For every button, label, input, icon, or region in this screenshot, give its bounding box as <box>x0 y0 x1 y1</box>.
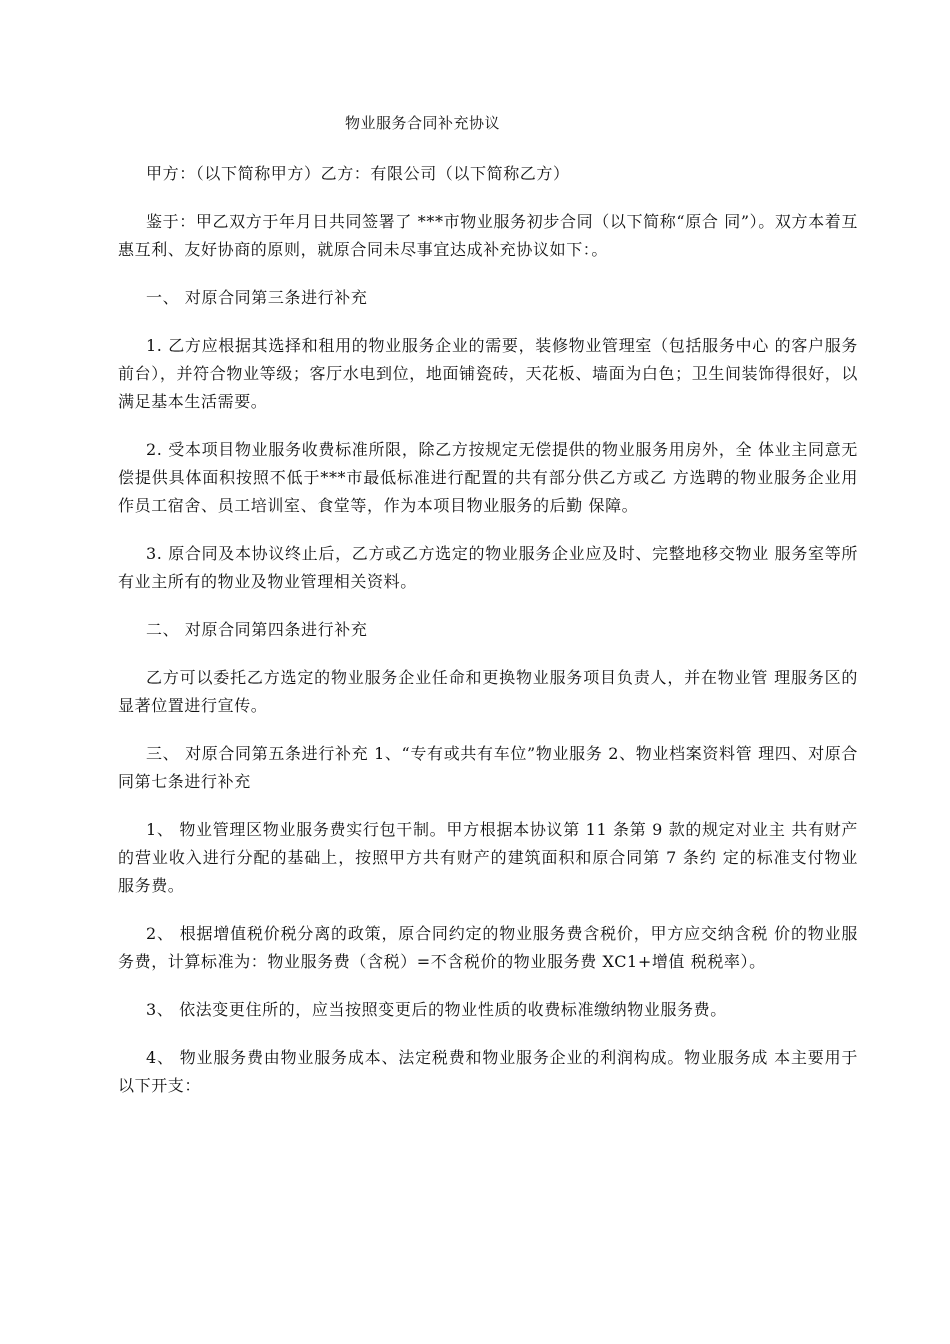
section-heading-2: 二、 对原合同第四条进行补充 <box>146 620 368 639</box>
clause-paragraph: 2. 受本项目物业服务收费标准所限，除乙方按规定无偿提供的物业服务用房外，全 体业主同意无偿提供具体面积按照不低于***市最低标准进行配置的共有部分供乙方或乙 方选聘的物业服务企业用作员工宿舍、员工培训室、食堂等，作为本项目物业服务的后勤 保障。 <box>118 440 858 515</box>
clause-paragraph: 1、 物业管理区物业服务费实行包干制。甲方根据本协议第 11 条第 9 款的规定对业主 共有财产的营业收入进行分配的基础上，按照甲方共有财产的建筑面积和原合同第 7 条约 定的标准支付物业服务费。 <box>118 820 858 895</box>
clause-paragraph: 2、 根据增值税价税分离的政策，原合同约定的物业服务费含税价，甲方应交纳含税 价的物业服务费，计算标准为：物业服务费（含税）=不含税价的物业服务费 XC1+增值 税税率）。 <box>118 924 858 971</box>
section-heading-3: 三、 对原合同第五条进行补充 1、“专有或共有车位”物业服务 2、物业档案资料管 理四、对原合同第七条进行补充 <box>118 744 858 791</box>
preamble-paragraph: 鉴于：甲乙双方于年月日共同签署了 ***市物业服务初步合同（以下简称“原合 同”）。双方本着互惠互利、友好协商的原则，就原合同未尽事宜达成补充协议如下：。 <box>118 212 858 259</box>
clause-paragraph: 3. 原合同及本协议终止后，乙方或乙方选定的物业服务企业应及时、完整地移交物业 服务室等所有业主所有的物业及物业管理相关资料。 <box>118 544 858 591</box>
document-body <box>118 160 858 1120</box>
clause-paragraph: 4、 物业服务费由物业服务成本、法定税费和物业服务企业的利润构成。物业服务成 本主要用于以下开支： <box>118 1048 858 1095</box>
document-title: 物业服务合同补充协议 <box>344 114 500 132</box>
clause-paragraph: 3、 依法变更住所的，应当按照变更后的物业性质的收费标准缴纳物业服务费。 <box>146 1000 727 1019</box>
clause-paragraph: 乙方可以委托乙方选定的物业服务企业任命和更换物业服务项目负责人，并在物业管 理服务区的显著位置进行宣传。 <box>118 668 858 715</box>
section-heading-1: 一、 对原合同第三条进行补充 <box>146 288 368 307</box>
parties-paragraph: 甲方：（以下简称甲方）乙方：有限公司（以下简称乙方） <box>146 164 570 183</box>
clause-paragraph: 1. 乙方应根据其选择和租用的物业服务企业的需要，装修物业管理室（包括服务中心 的客户服务前台），并符合物业等级；客厅水电到位，地面铺瓷砖，天花板、墙面为白色；卫生间装饰得很好，以满足基本生活需要。 <box>118 336 858 411</box>
